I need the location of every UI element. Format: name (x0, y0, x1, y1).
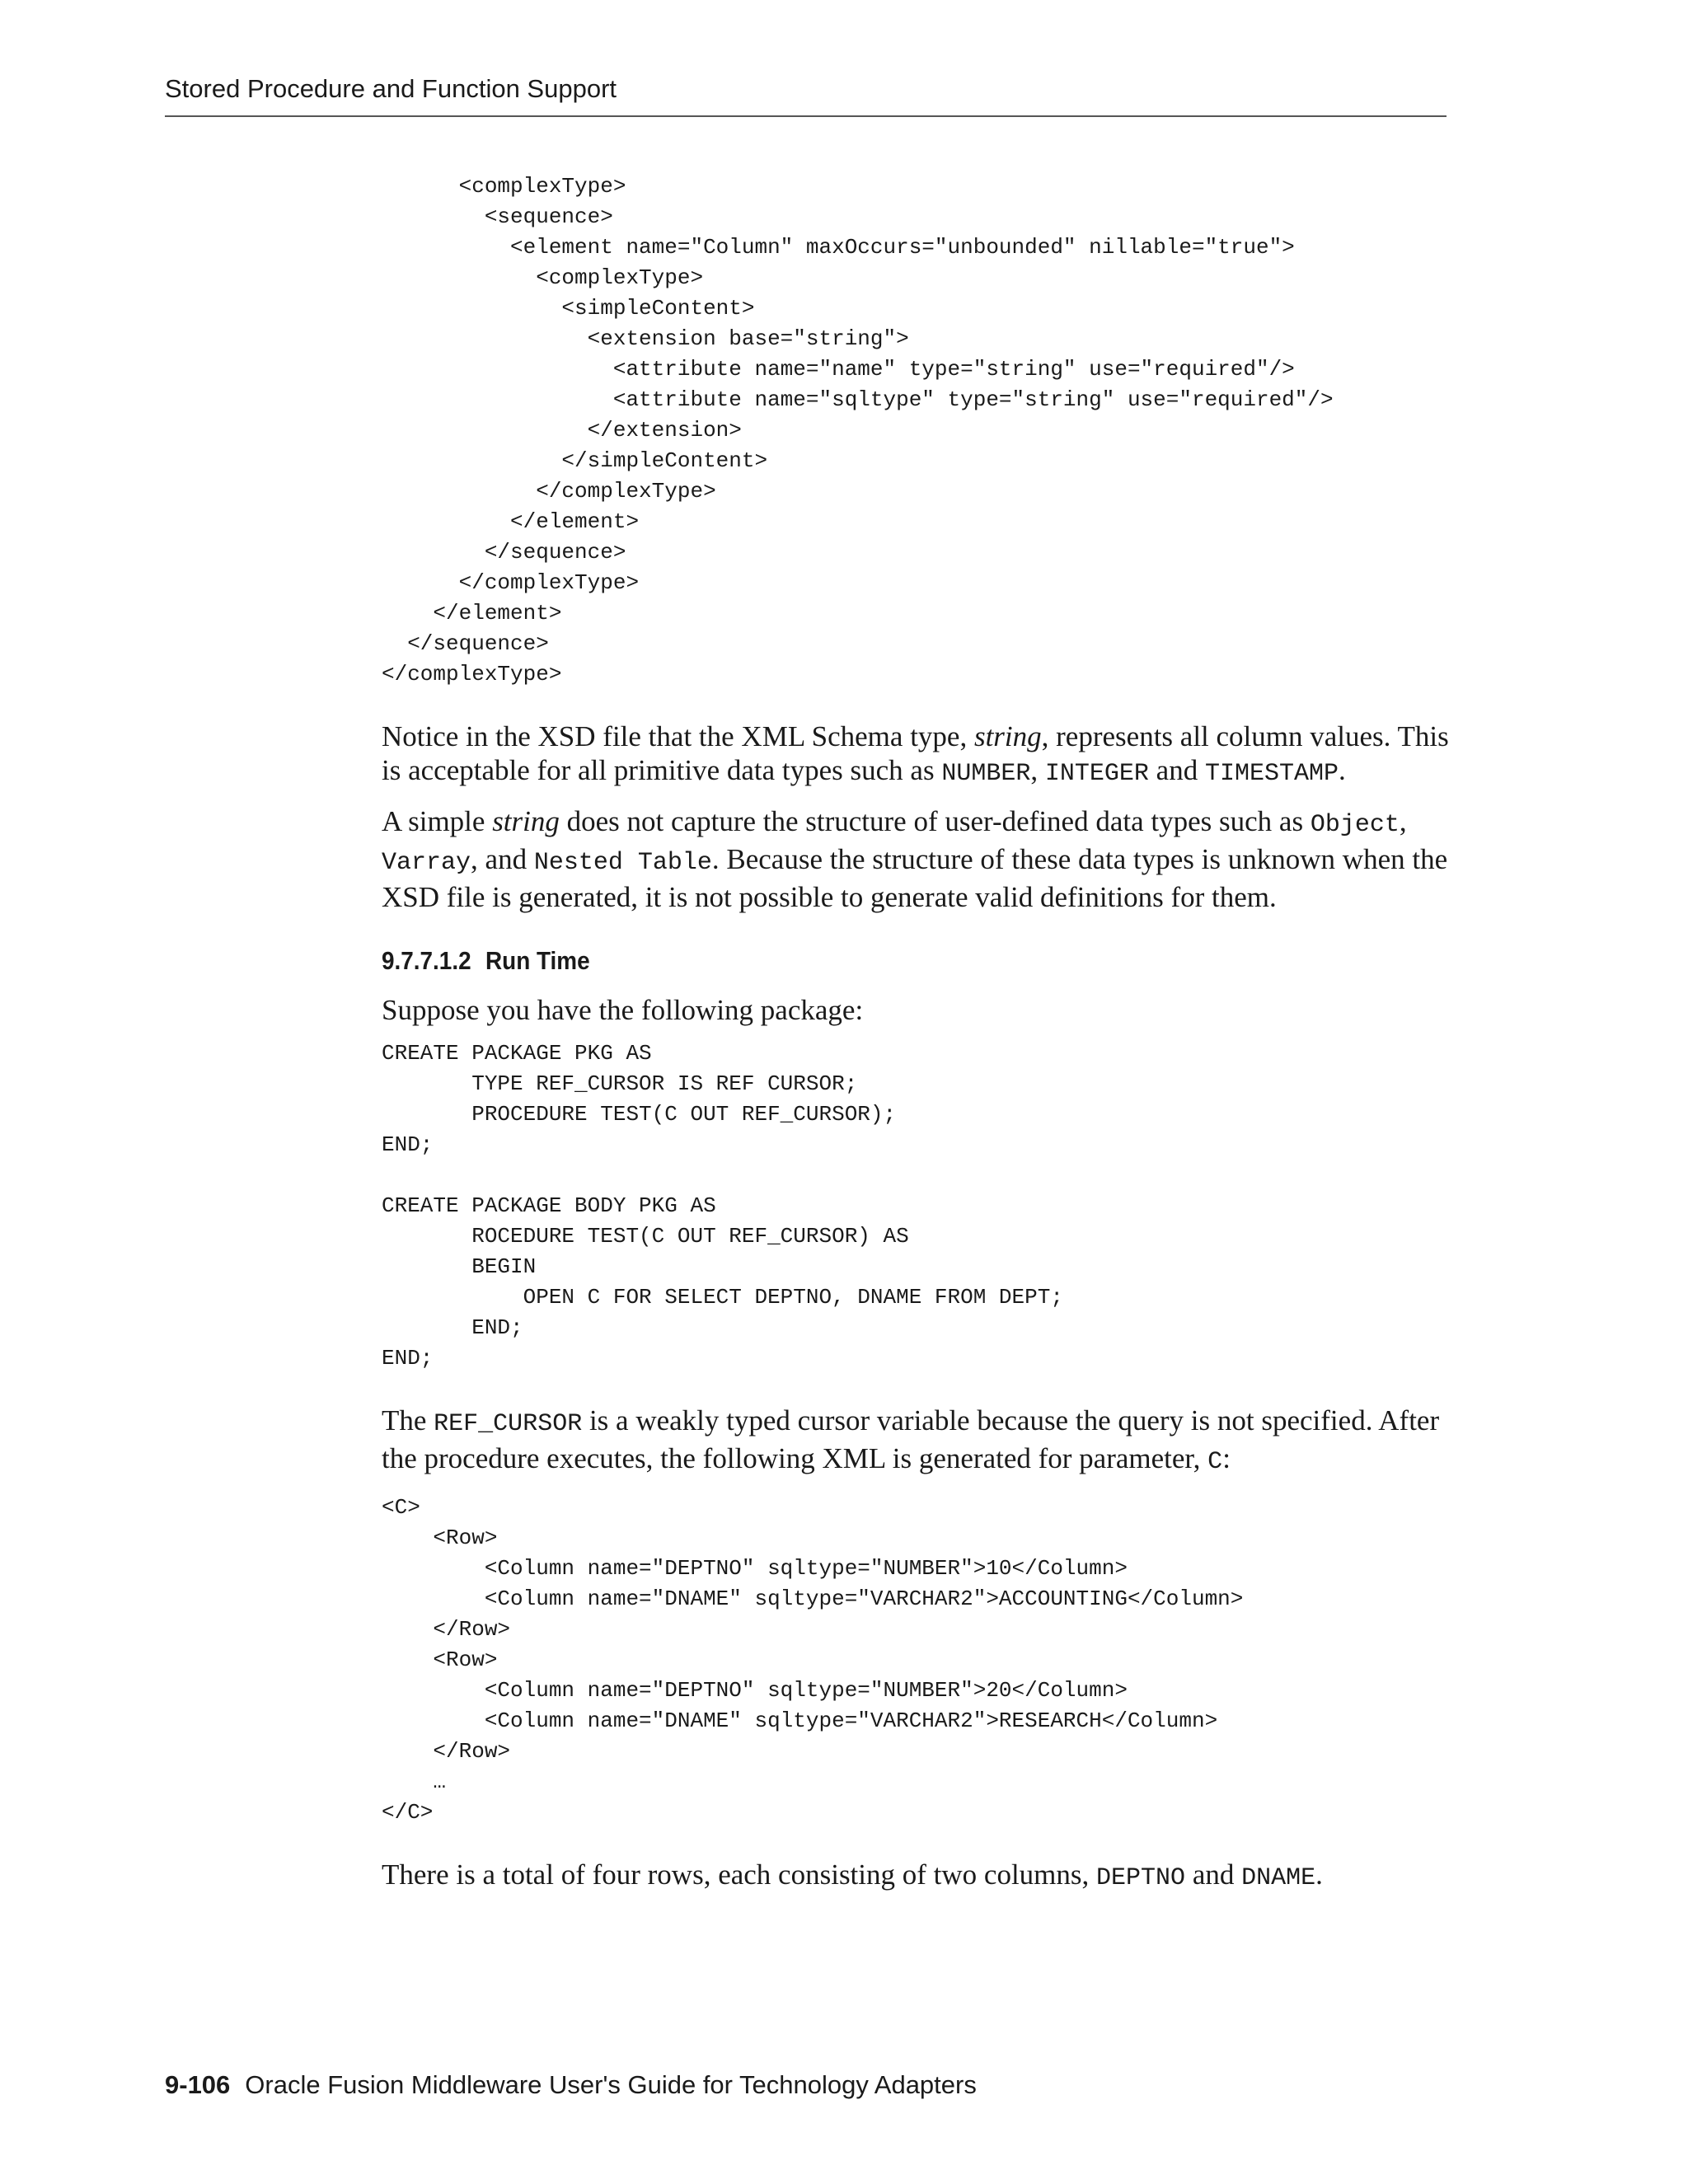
section-heading (382, 945, 1346, 977)
emphasis-string: string (973, 720, 1042, 752)
emphasis-string: string (492, 805, 560, 837)
xml-output-code-block: <C> <Row> <Column name="DEPTNO" sqltype="NUMBER">10</Column> <Column name="DNAME" sqltype="VARCHAR2">ACCOUNTING</Column> </Row> <Row> <Column name="DEPTNO" sqltype="NUMBER">20</Column> <Column name="DNAME" sqltype="VARCHAR2">RESEARCH</Column> </Row> … </C> (382, 1495, 1244, 1825)
code-deptno: DEPTNO (1096, 1864, 1186, 1892)
code-varray: Varray (382, 849, 471, 877)
xsd-code-block: <complexType> <sequence> <element name="Column" maxOccurs="unbounded" nillable="true"> <complexType> <simpleContent> <extension base="string"> <attribute name="name" type="string" use="required"/> <attribute name="sqltype" type="string" use="required"/> </extension> </simpleContent> </complexType> </element> </sequence> </complexType> </element> </sequence> </complexType> (382, 174, 1334, 687)
code-timestamp: TIMESTAMP (1204, 760, 1339, 788)
package-code-block: CREATE PACKAGE PKG AS TYPE REF_CURSOR IS REF CURSOR; PROCEDURE TEST(C OUT REF_CURSOR); END; CREATE PACKAGE BODY PKG AS ROCEDURE TEST(C OUT REF_CURSOR) AS BEGIN OPEN C FOR SELECT DEPTNO, DNAME FROM DEPT; END; END; (382, 1041, 1063, 1371)
code-ref-cursor: REF_CURSOR (434, 1410, 583, 1438)
code-c: C (1207, 1448, 1223, 1476)
paragraph-ref-cursor: The REF_CURSOR is a weakly typed cursor variable because the query is not specified. After the procedure executes, the following XML is generated for parameter, C: (382, 1404, 1440, 1476)
code-integer: INTEGER (1044, 760, 1149, 788)
code-dname: DNAME (1241, 1864, 1316, 1892)
code-object: Object (1310, 811, 1400, 839)
page-number: 9-106 (165, 2070, 231, 2099)
page-footer (165, 2070, 977, 2100)
code-nested-table: Nested Table (533, 849, 712, 877)
paragraph-user-defined-types: A simple string does not capture the structure of user-defined data types such as Object, Varray, and Nested Table. Because the structure of these data types is unknown when the XSD file is generated, it is not possible to generate valid definitions for them. (382, 805, 1448, 913)
paragraph-four-rows: There is a total of four rows, each consisting of two columns, DEPTNO and DNAME. (382, 1858, 1323, 1892)
code-number: NUMBER (941, 760, 1031, 788)
book-title: Oracle Fusion Middleware User's Guide for Technology Adapters (245, 2070, 977, 2099)
section-number: 9.7.7.1.2 (382, 946, 471, 975)
paragraph-suppose-package: Suppose you have the following package: (382, 994, 864, 1026)
paragraph-string-type: Notice in the XSD file that the XML Schema type, string, represents all column values. This is acceptable for all primitive data types such as NUMBER, INTEGER and TIMESTAMP. (382, 720, 1449, 788)
section-title: Run Time (485, 946, 590, 975)
page-content (382, 171, 1453, 1896)
header-rule (165, 115, 1447, 117)
running-header: Stored Procedure and Function Support (165, 74, 617, 103)
